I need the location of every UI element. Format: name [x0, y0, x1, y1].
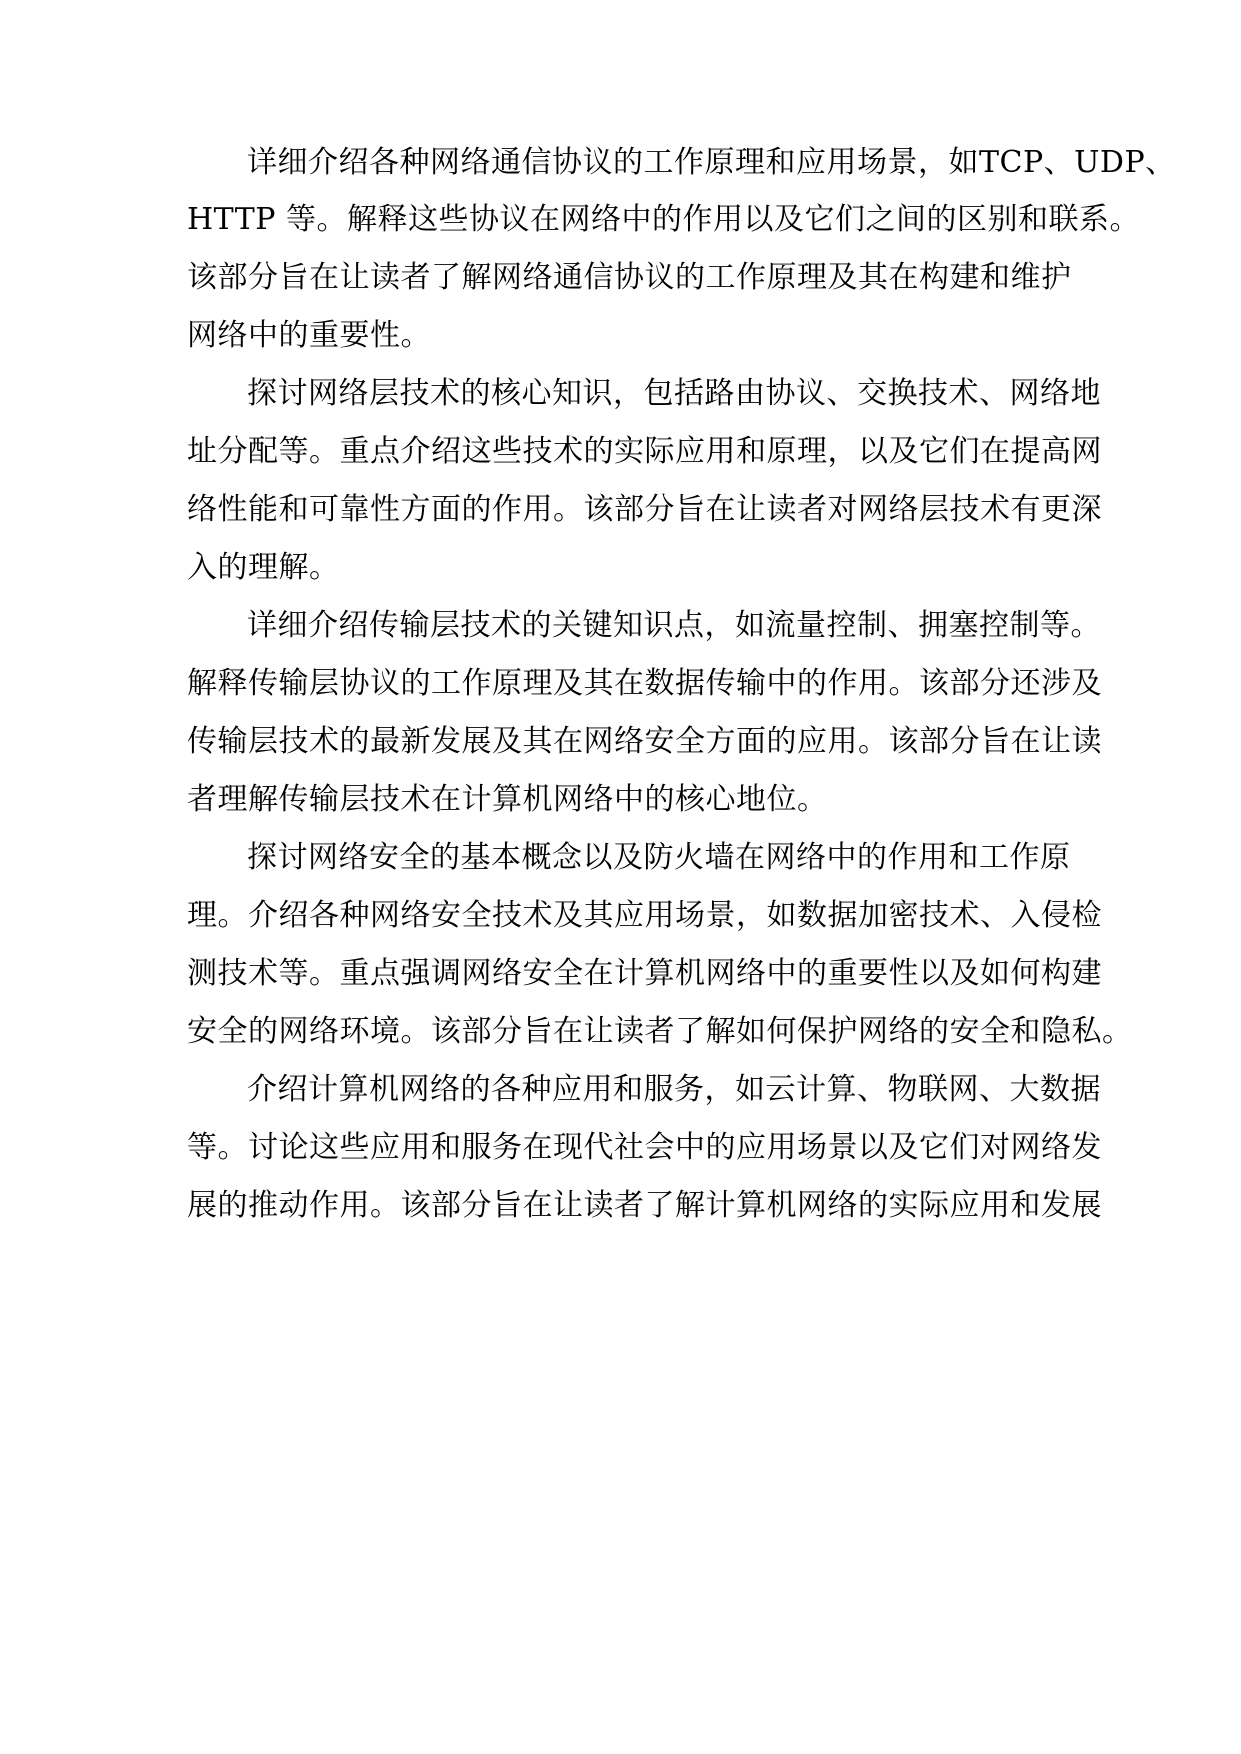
text-line: 网络中的重要性。	[187, 318, 431, 353]
text-line: 者理解传输层技术在计算机网络中的核心地位。	[187, 782, 828, 817]
text-line: 探讨网络层技术的核心知识，包括路由协议、交换技术、网络地	[247, 376, 1101, 411]
text-line: 等。讨论这些应用和服务在现代社会中的应用场景以及它们对网络发	[187, 1130, 1102, 1165]
text-line: 该部分旨在让读者了解网络通信协议的工作原理及其在构建和维护	[187, 260, 1072, 295]
text-line: 探讨网络安全的基本概念以及防火墙在网络中的作用和工作原	[247, 840, 1071, 875]
text-line: 介绍计算机网络的各种应用和服务，如云计算、物联网、大数据	[247, 1072, 1101, 1107]
text-line: 络性能和可靠性方面的作用。该部分旨在让读者对网络层技术有更深	[187, 492, 1102, 527]
text-line: 址分配等。重点介绍这些技术的实际应用和原理，以及它们在提高网	[187, 434, 1102, 469]
text-line: 测技术等。重点强调网络安全在计算机网络中的重要性以及如何构建	[187, 956, 1102, 991]
text-line: 传输层技术的最新发展及其在网络安全方面的应用。该部分旨在让读	[187, 724, 1102, 759]
text-line: 理。介绍各种网络安全技术及其应用场景，如数据加密技术、入侵检	[187, 898, 1102, 933]
text-line: HTTP 等。解释这些协议在网络中的作用以及它们之间的区别和联系。	[187, 202, 1140, 237]
text-line: 详细介绍传输层技术的关键知识点，如流量控制、拥塞控制等。	[247, 608, 1101, 643]
text-line: 解释传输层协议的工作原理及其在数据传输中的作用。该部分还涉及	[187, 666, 1102, 701]
text-line: 详细介绍各种网络通信协议的工作原理和应用场景，如TCP、UDP、	[247, 145, 1176, 180]
text-line: 安全的网络环境。该部分旨在让读者了解如何保护网络的安全和隐私。	[187, 1014, 1133, 1049]
text-line: 展的推动作用。该部分旨在让读者了解计算机网络的实际应用和发展	[187, 1188, 1102, 1223]
text-line: 入的理解。	[187, 550, 340, 585]
